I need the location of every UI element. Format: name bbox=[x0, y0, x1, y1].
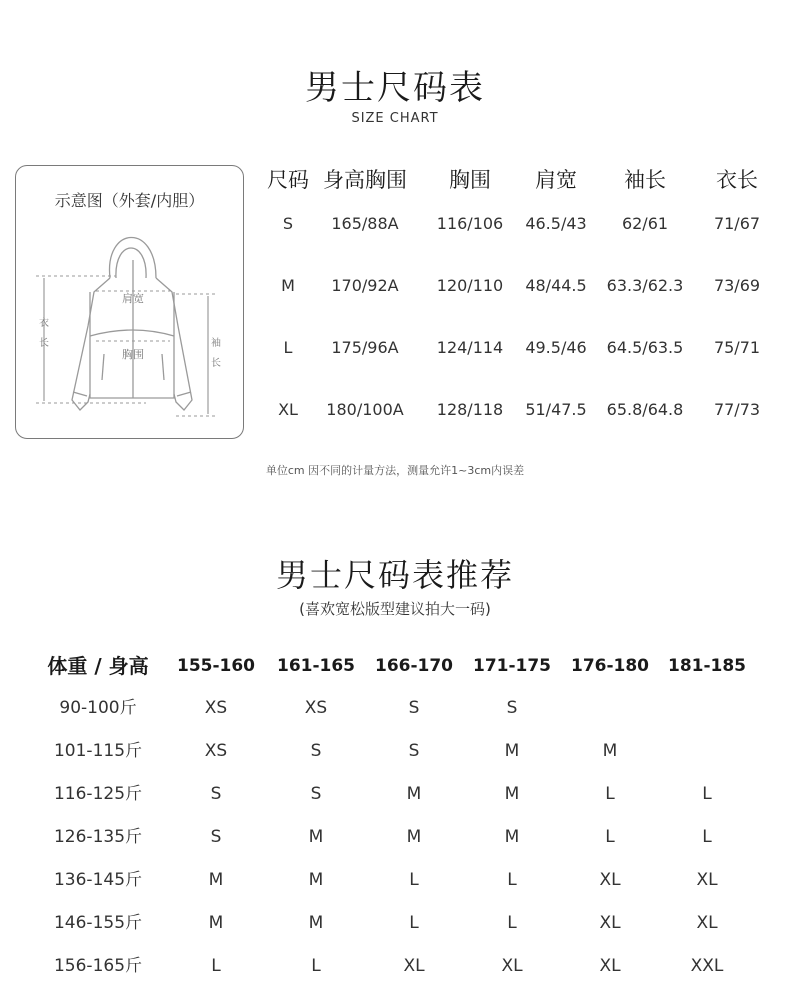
sleeve-label-1: 袖 bbox=[211, 338, 221, 349]
recommend-table-cell: M bbox=[504, 741, 520, 761]
size-table-cell: L bbox=[283, 338, 293, 357]
recommend-table-row bbox=[0, 816, 790, 858]
recommend-table-cell: L bbox=[507, 870, 517, 890]
size-table-cell: 75/71 bbox=[713, 338, 761, 357]
size-table-header-cell: 身高胸围 bbox=[323, 168, 407, 192]
recommend-table-cell: M bbox=[504, 784, 520, 804]
size-table-cell: 180/100A bbox=[326, 400, 404, 419]
size-table-cell: S bbox=[282, 214, 294, 233]
recommend-table-cell: 126-135斤 bbox=[53, 827, 143, 847]
size-table-cell: 124/114 bbox=[436, 338, 504, 357]
size-table-cell: 128/118 bbox=[436, 400, 504, 419]
recommend-table-cell: XL bbox=[501, 956, 523, 976]
recommend-table-cell: L bbox=[507, 913, 517, 933]
recommend-table-row bbox=[0, 730, 790, 772]
recommend-table-cell: M bbox=[406, 784, 422, 804]
size-table-cell: 48/44.5 bbox=[525, 276, 587, 295]
size-chart-title: 男士尺码表 bbox=[305, 68, 485, 108]
recommend-table-cell: S bbox=[210, 827, 222, 847]
recommend-table-cell: S bbox=[210, 784, 222, 804]
recommend-table-cell: M bbox=[308, 827, 324, 847]
recommend-table-cell: S bbox=[310, 741, 322, 761]
size-table-cell: XL bbox=[278, 400, 298, 419]
size-table-cell: 65.8/64.8 bbox=[606, 400, 684, 419]
size-table-cell: 116/106 bbox=[436, 214, 504, 233]
recommend-table-cell: L bbox=[702, 784, 712, 804]
recommend-table-cell bbox=[662, 730, 752, 772]
size-table-header-cell: 胸围 bbox=[449, 168, 491, 192]
sleeve-label-2: 长 bbox=[211, 358, 221, 369]
recommend-table-row bbox=[0, 773, 790, 815]
size-table-cell: 120/110 bbox=[436, 276, 504, 295]
jacket-illustration bbox=[16, 166, 245, 440]
recommend-table-header-cell: 161-165 bbox=[276, 656, 356, 676]
size-table-cell: 62/61 bbox=[621, 214, 669, 233]
recommend-table-cell: XL bbox=[403, 956, 425, 976]
size-table-row bbox=[255, 390, 785, 430]
recommend-table-cell: 90-100斤 bbox=[59, 698, 137, 718]
recommend-table-cell: M bbox=[308, 870, 324, 890]
recommend-table-cell: 136-145斤 bbox=[53, 870, 143, 890]
recommend-table-header-cell: 176-180 bbox=[570, 656, 650, 676]
size-table-cell: 63.3/62.3 bbox=[606, 276, 684, 295]
recommend-table-cell: M bbox=[602, 741, 618, 761]
recommend-table-cell: L bbox=[311, 956, 321, 976]
recommend-table-cell: XL bbox=[599, 870, 621, 890]
recommend-table-header-cell: 181-185 bbox=[667, 656, 747, 676]
recommend-table-cell: L bbox=[605, 784, 615, 804]
length-label-1: 衣 bbox=[39, 318, 49, 329]
size-table-cell: 64.5/63.5 bbox=[606, 338, 684, 357]
size-table-header bbox=[255, 160, 785, 200]
recommend-table-cell: M bbox=[208, 913, 224, 933]
recommend-table-cell: XL bbox=[696, 913, 718, 933]
recommend-table-cell: L bbox=[211, 956, 221, 976]
size-table-row bbox=[255, 204, 785, 244]
chest-label: 胸围 bbox=[122, 348, 144, 361]
recommend-table-cell: S bbox=[408, 741, 420, 761]
recommend-table-cell: M bbox=[308, 913, 324, 933]
recommend-table-cell: S bbox=[408, 698, 420, 718]
measurement-note: 单位cm 因不同的计量方法，测量允许1~3cm内误差 bbox=[265, 464, 525, 477]
recommend-table-cell: XS bbox=[304, 698, 328, 718]
size-table-cell: 46.5/43 bbox=[525, 214, 587, 233]
recommend-table-cell: L bbox=[605, 827, 615, 847]
recommend-table-cell: S bbox=[310, 784, 322, 804]
size-table-row bbox=[255, 328, 785, 368]
size-table-header-cell: 尺码 bbox=[267, 168, 309, 192]
length-label-2: 长 bbox=[39, 338, 49, 349]
recommend-table-cell bbox=[565, 687, 655, 729]
recommend-table-cell: L bbox=[409, 913, 419, 933]
size-table-cell: 175/96A bbox=[331, 338, 399, 357]
size-table-cell: 170/92A bbox=[331, 276, 399, 295]
recommend-table-header-cell: 166-170 bbox=[374, 656, 454, 676]
recommend-table-cell: 101-115斤 bbox=[53, 741, 143, 761]
recommend-title: 男士尺码表推荐 bbox=[275, 556, 514, 594]
recommend-subtitle: (喜欢宽松版型建议拍大一码) bbox=[299, 600, 491, 618]
recommend-table-row bbox=[0, 945, 790, 987]
recommend-table-cell: M bbox=[406, 827, 422, 847]
recommend-table-cell: M bbox=[504, 827, 520, 847]
recommend-table-cell: L bbox=[409, 870, 419, 890]
recommend-table-cell: 116-125斤 bbox=[53, 784, 143, 804]
size-table-cell: 49.5/46 bbox=[525, 338, 587, 357]
recommend-table-row bbox=[0, 859, 790, 901]
recommend-table-cell: XL bbox=[696, 870, 718, 890]
recommend-table-row bbox=[0, 902, 790, 944]
size-table-row bbox=[255, 266, 785, 306]
size-table-cell: 165/88A bbox=[331, 214, 399, 233]
size-table-cell: 71/67 bbox=[713, 214, 761, 233]
size-table-header-cell: 肩宽 bbox=[535, 168, 577, 192]
recommend-table-row bbox=[0, 687, 790, 729]
size-chart-subtitle: SIZE CHART bbox=[351, 111, 439, 126]
size-table-cell: 51/47.5 bbox=[525, 400, 587, 419]
recommend-table-cell: 156-165斤 bbox=[53, 956, 143, 976]
recommend-table-cell: S bbox=[506, 698, 518, 718]
size-table-cell: 73/69 bbox=[713, 276, 761, 295]
recommend-table-cell: XXL bbox=[690, 956, 724, 976]
jacket-diagram bbox=[15, 165, 244, 439]
recommend-table-cell: 146-155斤 bbox=[53, 913, 143, 933]
recommend-table-cell bbox=[662, 687, 752, 729]
recommend-table-cell: XS bbox=[204, 741, 228, 761]
recommend-table-header-cell: 171-175 bbox=[472, 656, 552, 676]
recommend-table-cell: XL bbox=[599, 956, 621, 976]
size-table-header-cell: 衣长 bbox=[716, 168, 758, 192]
recommend-table-header-cell: 体重 / 身高 bbox=[47, 654, 149, 678]
recommend-table-cell: L bbox=[702, 827, 712, 847]
recommend-table-cell: M bbox=[208, 870, 224, 890]
diagram-caption: 示意图（外套/内胆） bbox=[54, 191, 205, 210]
size-table-header-cell: 袖长 bbox=[624, 168, 666, 192]
recommend-table-cell: XL bbox=[599, 913, 621, 933]
recommend-table-header-cell: 155-160 bbox=[176, 656, 256, 676]
size-table-cell: M bbox=[281, 276, 295, 295]
recommend-table-header bbox=[0, 645, 790, 687]
recommend-table-cell: XS bbox=[204, 698, 228, 718]
shoulder-label: 肩宽 bbox=[122, 292, 144, 305]
size-table-cell: 77/73 bbox=[713, 400, 761, 419]
